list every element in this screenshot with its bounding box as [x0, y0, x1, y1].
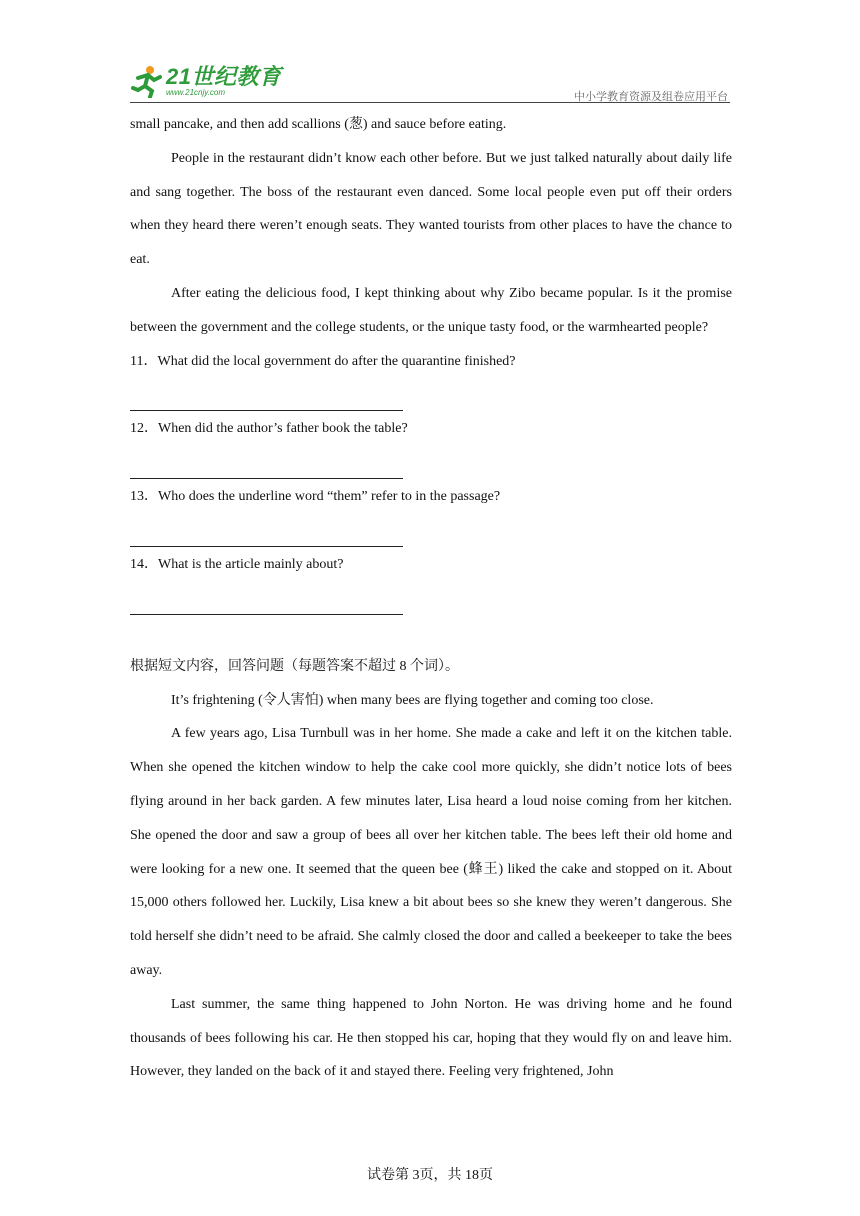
logo-url: www.21cnjy.com [166, 87, 225, 97]
page-header [130, 62, 730, 104]
question-12: 12．When did the author’s father book the table? [130, 421, 408, 437]
answer-blank-13[interactable] [130, 514, 732, 548]
section-gap [130, 616, 732, 650]
page-content [130, 108, 732, 1089]
passage-paragraph: People in the restaurant didn’t know each other before. But we just talked naturally about daily life and sang together. The boss of the restaurant even danced. Some local people even put off their orders when they heard there weren’t enough seats. They wanted tourists from other places to have the chance to eat. [130, 150, 732, 268]
passage-paragraph: small pancake, and then add scallions (葱) and sauce before eating. [130, 117, 507, 132]
section-instruction: 根据短文内容，回答问题（每题答案不超过 8 个词）。 [130, 658, 459, 674]
question-14: 14．What is the article mainly about? [130, 556, 344, 572]
passage-paragraph: After eating the delicious food, I kept thinking about why Zibo became popular. Is it the promise between the government and the college students, or the unique tasty food, or the warmhearted people? [130, 285, 732, 335]
passage-paragraph: It’s frightening (令人害怕) when many bees are flying together and coming too close. [171, 692, 654, 708]
answer-blank-14[interactable] [130, 582, 732, 616]
header-tagline: 中小学教育资源及组卷应用平台 [574, 90, 728, 103]
header-divider [130, 102, 730, 103]
question-13: 13．Who does the underline word “them” refer to in the passage? [130, 489, 501, 505]
page-footer: 试卷第 3页，共 18页 [367, 1168, 493, 1183]
question-11: 11．What did the local government do after the quarantine finished? [130, 353, 516, 369]
logo [130, 62, 281, 100]
passage-paragraph: A few years ago, Lisa Turnbull was in her home. She made a cake and left it on the kitchen table. When she opened the kitchen window to help the cake cool more quickly, she didn’t notice lots of bees flying around in her back garden. A few minutes later, Lisa heard a loud noise coming from her kitchen. She opened the door and saw a group of bees all over her kitchen table. The bees left their old home and were looking for a new one. It seemed that the queen bee (蜂王) liked the cake and stopped on it. About 15,000 others followed her. Luckily, Lisa knew a bit about bees so she knew they weren’t dangerous. She told herself she didn’t need to be afraid. She calmly closed the door and called a beekeeper to take the bees away. [130, 726, 732, 978]
passage-paragraph: Last summer, the same thing happened to John Norton. He was driving home and he found thousands of bees following his car. He then stopped his car, hoping that they would fly on and leave him. However, they landed on the back of it and stayed there. Feeling very frightened, John [130, 996, 732, 1080]
logo-wordmark: 21世纪教育 [166, 63, 282, 89]
answer-blank-11[interactable] [130, 378, 732, 412]
runner-logo-icon [130, 64, 164, 98]
answer-blank-12[interactable] [130, 446, 732, 480]
